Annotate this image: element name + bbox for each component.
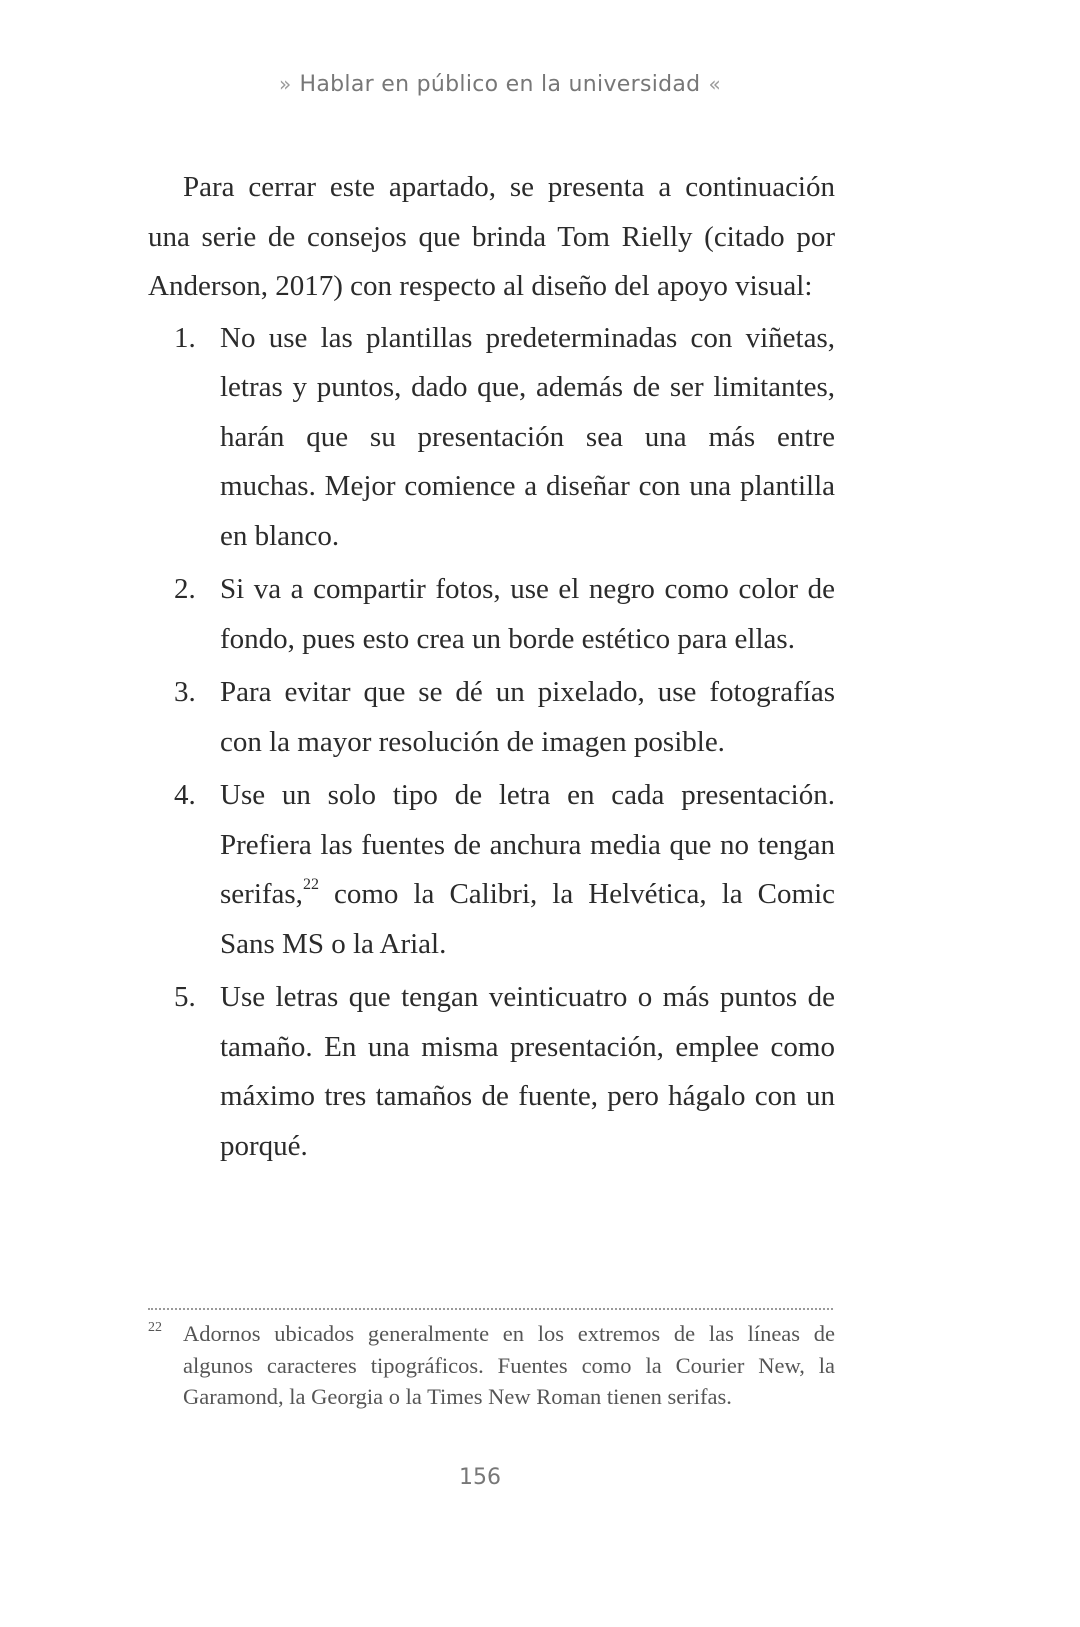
footnote-mark: 22: [148, 1320, 162, 1335]
footnote-reference: 22: [302, 876, 319, 894]
list-item-number: 2.: [174, 573, 196, 605]
list-item-text-continued: como la Calibri, la Helvética, la Comic Sans MS o la Arial.: [220, 878, 835, 960]
list-item-text: Si va a compartir fotos, use el negro como color de fondo, pues esto crea un borde estético para ellas.: [220, 573, 835, 655]
list-item-number: 1.: [174, 321, 196, 354]
list-item-text: Use letras que tengan veinticuatro o más puntos de tamaño. En una misma presentación, emplee como máximo tres tamaños de fuente, pero hágalo con un porqué.: [220, 981, 835, 1162]
footnote: [148, 1318, 835, 1413]
list-item: [148, 565, 835, 664]
list-item-number: 5.: [174, 981, 196, 1013]
list-item: [148, 771, 835, 969]
footnote-divider: [148, 1308, 833, 1310]
list-item: [148, 314, 835, 562]
header-right-mark: «: [708, 72, 721, 96]
list-item-number: 3.: [174, 676, 196, 708]
list-item: [148, 668, 835, 767]
list-item-text: Para evitar que se dé un pixelado, use fotografías con la mayor resolución de imagen posible.: [220, 676, 835, 758]
intro-paragraph: Para cerrar este apartado, se presenta a continuación una serie de consejos que brinda Tom Rielly (citado por Anderson, 2017) con respecto al diseño del apoyo visual:: [148, 171, 835, 302]
header-title: Hablar en público en la universidad: [299, 72, 701, 97]
tips-list: [148, 314, 835, 1172]
footnote-text: Adornos ubicados generalmente en los extremos de las líneas de algunos caracteres tipográficos. Fuentes como la Courier New, la Garamond, la Georgia o la Times New Roman tienen serifas.: [183, 1321, 835, 1409]
header-left-mark: »: [279, 72, 292, 96]
page-number: 156: [459, 1465, 501, 1490]
list-item-number: 4.: [174, 779, 196, 811]
body-text: [148, 163, 835, 1175]
list-item-text: No use las plantillas predeterminadas con viñetas, letras y puntos, dado que, además de ser limitantes, harán que su presentación sea una más entre muchas. Mejor comience a diseñar con una plantilla en blanco.: [220, 321, 835, 552]
list-item-text: Use un solo tipo de letra en cada presentación. Prefiera las fuentes de anchura media que no tengan serifas,: [220, 779, 835, 910]
list-item: [148, 973, 835, 1171]
running-header: [0, 72, 1000, 97]
